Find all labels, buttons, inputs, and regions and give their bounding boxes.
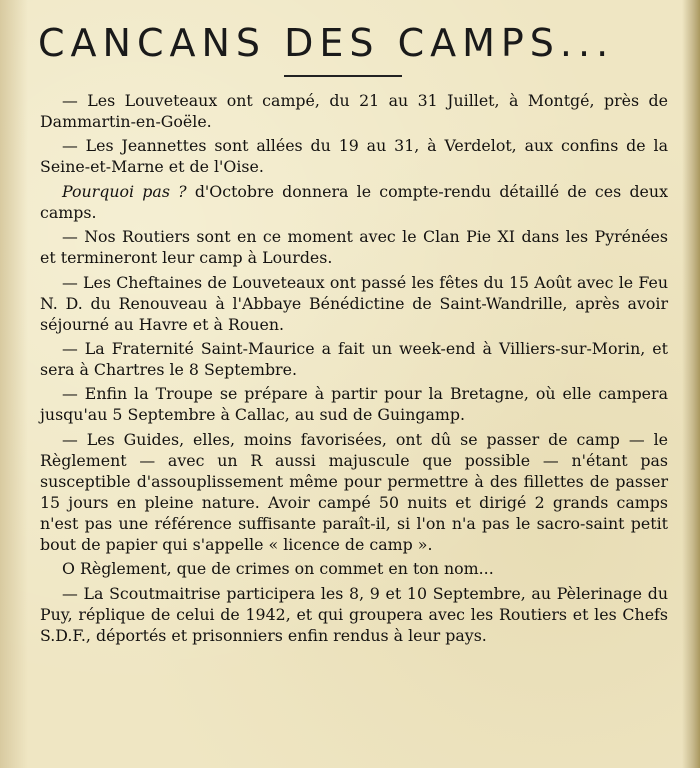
paragraph-routiers — [40, 226, 668, 268]
paragraph-text: — Les Jeannettes sont allées du 19 au 31, à Verdelot, aux confins de la Seine-et-Marne et de l'Oise. — [40, 136, 668, 177]
paragraph-louveteaux — [40, 90, 668, 132]
article-body — [40, 90, 668, 649]
heading-underline — [284, 75, 402, 77]
article-heading: CANCANS DES CAMPS... — [38, 21, 615, 65]
paragraph-troupe — [40, 383, 668, 425]
paragraph-reglement — [40, 558, 668, 579]
page-edge-shadow-right — [682, 0, 700, 768]
publication-title: Pourquoi pas ? — [62, 181, 187, 201]
paragraph-scoutmaitrise — [40, 583, 668, 646]
paragraph-text: O Règlement, que de crimes on commet en ton nom... — [62, 559, 494, 579]
paragraph-text: — Nos Routiers sont en ce moment avec le Clan Pie XI dans les Pyrénées et termineront leur camp à Lourdes. — [40, 227, 668, 268]
paragraph-pourquoi-pas — [40, 181, 668, 223]
page-edge-shadow-left — [0, 0, 28, 768]
paragraph-fraternite — [40, 338, 668, 380]
paragraph-text: — Les Louveteaux ont campé, du 21 au 31 Juillet, à Montgé, près de Dammartin-en-Goële. — [40, 91, 668, 131]
paragraph-jeannettes — [40, 135, 668, 177]
paragraph-text: — Enfin la Troupe se prépare à partir pour la Bretagne, où elle campera jusqu'au 5 Septembre à Callac, au sud de Guingamp. — [40, 384, 668, 425]
paragraph-text: d'Octobre donnera le compte-rendu détaillé de ces deux camps. — [40, 181, 668, 222]
paragraph-text: — Les Cheftaines de Louveteaux ont passé les fêtes du 15 Août avec le Feu N. D. du Renouveau à l'Abbaye Bénédictine de Saint-Wandrille, après avoir séjourné au Havre et à Rouen. — [40, 272, 668, 334]
paragraph-text: — La Scoutmaitrise participera les 8, 9 et 10 Septembre, au Pèlerinage du Puy, réplique de celui de 1942, et qui groupera avec les Routiers et les Chefs S.D.F., déportés et prisonniers enfin rendus à leur pays. — [40, 583, 668, 645]
paragraph-cheftaines — [40, 272, 668, 335]
paragraph-text: — La Fraternité Saint-Maurice a fait un week-end à Villiers-sur-Morin, et sera à Chartres le 8 Septembre. — [40, 338, 668, 379]
paragraph-guides — [40, 429, 668, 555]
paragraph-text: — Les Guides, elles, moins favorisées, ont dû se passer de camp — le Règlement — avec un R aussi majuscule que possible — n'étant pas susceptible d'assouplissement même pour permettre à des fillettes de passer 15 jours en pleine nature. Avoir campé 50 nuits et dirigé 2 grands camps n'est pas une référence suffisante paraît-il, si l'on n'a pas le sacro-saint petit bout de papier qui s'appelle « licence de camp ». — [40, 429, 668, 554]
